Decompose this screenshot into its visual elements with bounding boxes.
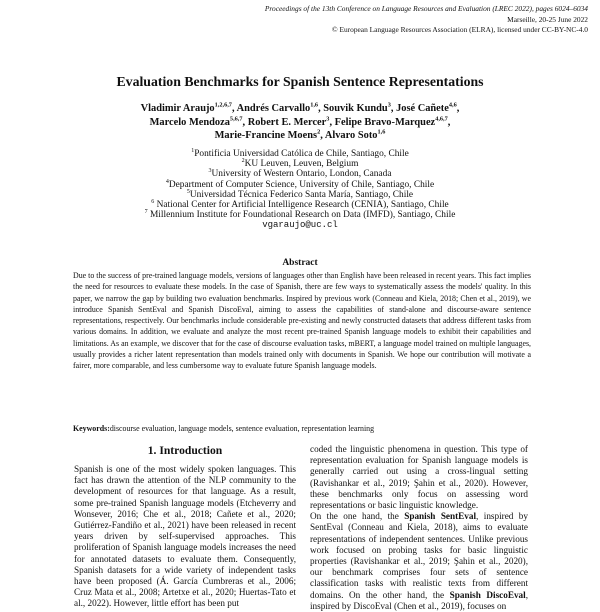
- affiliation: $^1$Pontificia Universidad Católica de Chile, Santiago, Chile: [191, 147, 409, 159]
- author: Marie-Francine Moens$^2$,: [214, 128, 325, 142]
- spanish-discoeval-term: Spanish DiscoEval: [449, 589, 526, 600]
- venue-line: Proceedings of the 13th Conference on Language Resources and Evaluation (LREC 2022), pages 6024–6034: [264, 4, 588, 13]
- affiliation-list: [60, 149, 540, 231]
- spanish-senteval-term: Spanish SentEval: [404, 511, 477, 522]
- intro-paragraph: Spanish is one of the most widely spoken languages. This fact has drawn the attention of the NLP community to the development of resources for that language. As a result, some pre-trained Spanish language models (Etcheverry and Wonsever, 2016; Che et al., 2018; Cañete et al., 2020; Gutiérrez-Fandiño et al., 2021) have been released in recent years driven by self-supervised approaches. This proliferation of Spanish language models increases the need for annotated datasets to evaluate them. Consequently, Spanish datasets for a wide variety of independent tasks have been proposed (Á. García Cumbreras et al., 2006; Cruz Mata et al., 2008; Artetxe et al., 2020; Huertas-Tato et al., 2022). However, little effort has been put: [74, 464, 296, 609]
- affiliation: $^2$KU Leuven, Leuven, Belgium: [241, 158, 359, 170]
- abstract-text: Due to the success of pre-trained language models, versions of languages other than English have been released in recent years. This fact implies the need for resources to evaluate these models. In the case of Spanish, there are few ways to systematically assess the models' quality. In this paper, we narrow the gap by building two evaluation benchmarks. Inspired by previous work (Conneau and Kiela, 2018; Chen et al., 2019), we introduce Spanish SentEval and Spanish DiscoEval, aiming to assess the capabilities of stand-alone and discourse-aware sentence representations, respectively. Our benchmarks include considerable pre-existing and newly constructed datasets that address different tasks from various domains. In addition, we evaluate and analyze the most recent pre-trained Spanish language models to exhibit their capabilities and limitations. As an example, we discover that for the case of discourse evaluation tasks, mBERT, a language model trained on multiple languages, usually provides a richer latent representation than models trained only with documents in Spanish. We hope our contribution will motivate a fairer, more comparable, and less cumbersome way to evaluate future Spanish language models.: [73, 271, 531, 371]
- keywords-line: [73, 424, 531, 433]
- author: Vladimir Araujo$^{1,2,6,7}$,: [140, 101, 237, 114]
- location-line: Marseille, 20-25 June 2022: [507, 14, 588, 24]
- author: Souvik Kundu$^3$,: [323, 101, 397, 114]
- author: Robert E. Mercer$^3$,: [247, 115, 335, 128]
- contact-email[interactable]: vgaraujo@uc.cl: [262, 220, 338, 231]
- left-column: [74, 444, 296, 610]
- affiliation: $^7$ Millennium Institute for Foundational Research on Data (IMFD), Santiago, Chile: [144, 209, 456, 221]
- affiliation: $^3$University of Western Ontario, London, Canada: [208, 168, 392, 180]
- affiliation: $^4$Department of Computer Science, University of Chile, Santiago, Chile: [165, 178, 435, 190]
- author: Marcelo Mendoza$^{5,6,7}$,: [149, 115, 248, 128]
- affiliation: $^5$Universidad Técnica Federico Santa María, Santiago, Chile: [186, 188, 414, 200]
- affiliation: $^6$ National Center for Artificial Intelligence Research (CENIA), Santiago, Chile: [151, 198, 449, 211]
- keywords-text: discourse evaluation, language models, sentence evaluation, representation learning: [109, 424, 375, 433]
- right-column: [310, 444, 528, 612]
- paper-title: Evaluation Benchmarks for Spanish Sentence Representations: [116, 74, 484, 89]
- proceedings-header: [28, 4, 588, 36]
- author: Alvaro Soto$^{1,6}$: [324, 128, 386, 142]
- abstract-heading: Abstract: [282, 258, 318, 268]
- author: Andrés Carvallo$^{1,6}$,: [236, 101, 324, 114]
- author: Felipe Bravo-Marquez$^{4,6,7}$,: [334, 115, 451, 128]
- author-list: [60, 102, 540, 143]
- intro-paragraph-continued: coded the linguistic phenomena in question. This type of representation evaluation for Spanish language models is generally carried out using a cross-lingual setting (Ravishankar et al., 2019; Şahin et al., 2020). However, these benchmarks only focus on assessing word representations or basic linguistic knowledge.: [310, 444, 528, 511]
- benchmark-paragraph: On the one hand, the Spanish SentEval, inspired by SentEval (Conneau and Kiela, 2018), aims to evaluate representations of independent sentences. Unlike previous work focused on probing tasks for basic linguistic properties (Ravishankar et al., 2019; Şahin et al., 2020), our benchmark comprises four sets of sentence classification tasks with realistic texts from different domains. On the other hand, the Spanish DiscoEval, inspired by DiscoEval (Chen et al., 2019), focuses on: [310, 511, 528, 611]
- license-line: © European Language Resources Association (ELRA), licensed under CC-BY-NC-4.0: [331, 25, 588, 34]
- keywords-heading: Keywords:: [73, 424, 110, 433]
- section-heading-introduction: 1. Introduction: [147, 444, 223, 457]
- author: José Cañete$^{4,6}$,: [396, 101, 460, 114]
